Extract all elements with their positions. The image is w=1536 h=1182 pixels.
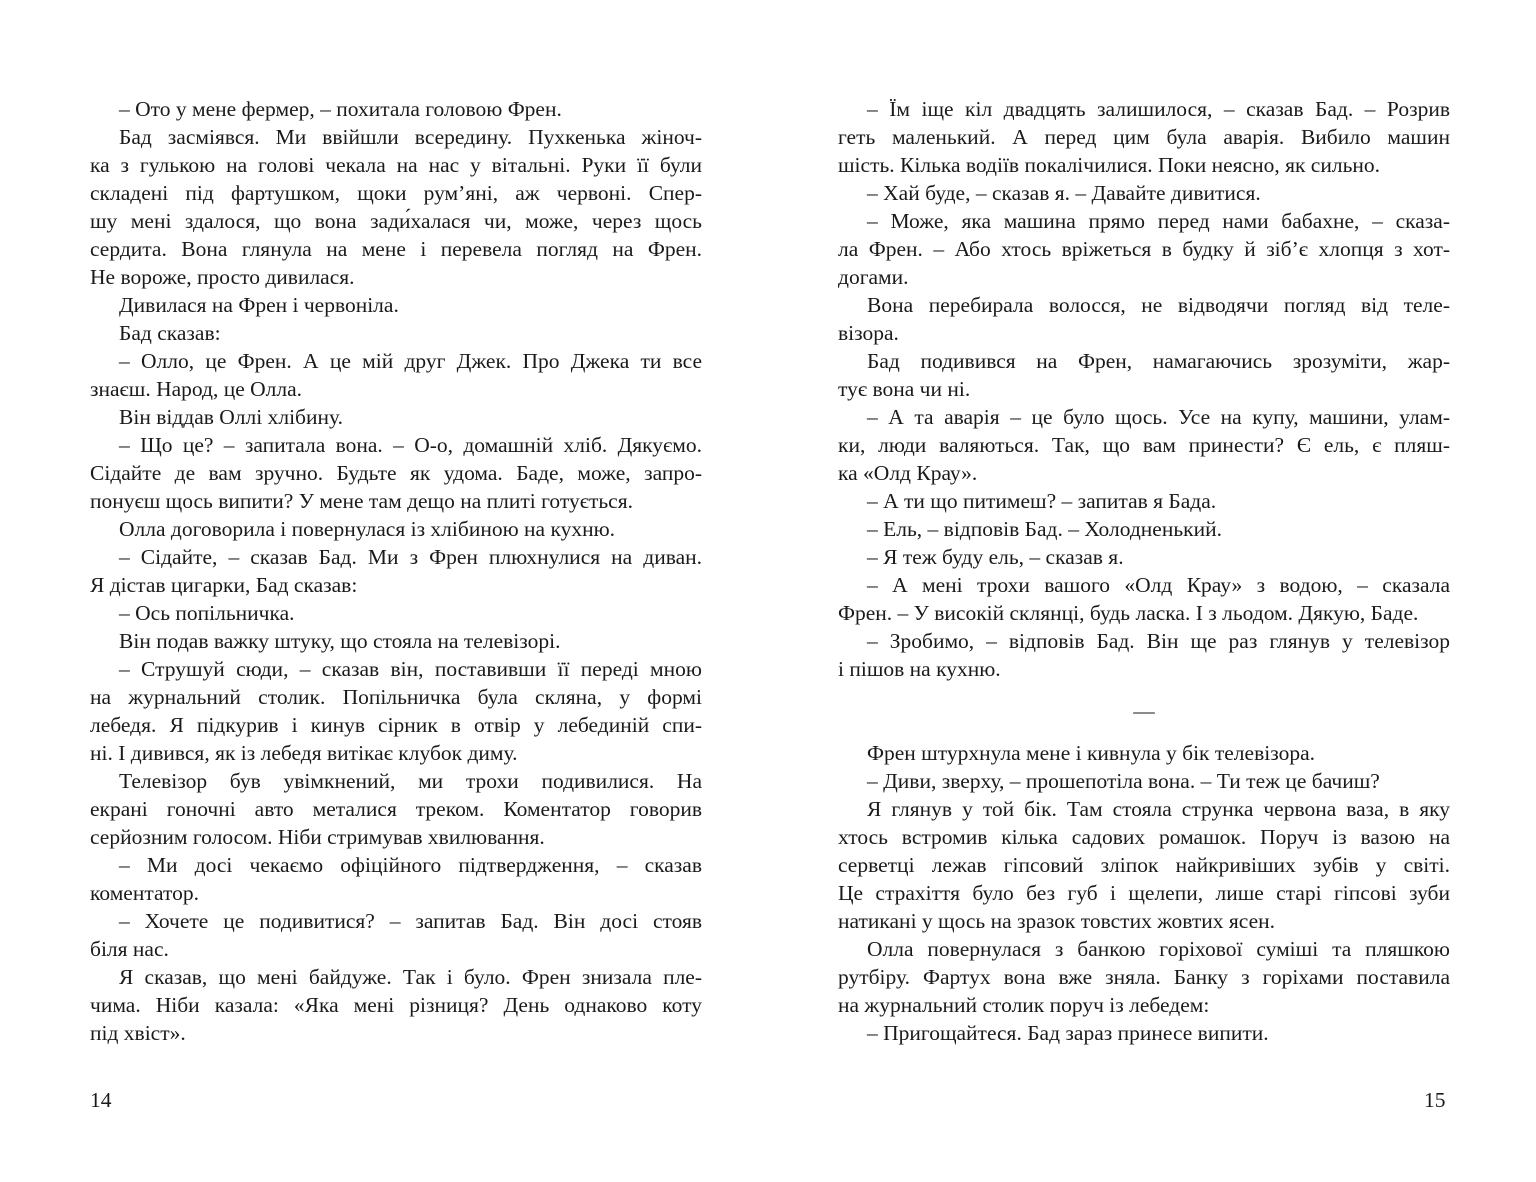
text-line: шість. Кілька водіїв покалічилися. Поки неясно, як сильно. xyxy=(838,153,1381,177)
text-line: коментатор. xyxy=(90,881,199,905)
text-line: геть маленький. А перед цим була аварія. Вибило машин xyxy=(838,125,1450,149)
text-line: – Ось попільничка. xyxy=(119,601,295,625)
text-line: – Диви, зверху, – прошепотіла вона. – Ти теж це бачиш? xyxy=(867,769,1380,793)
text-line: сердита. Вона глянула на мене і перевела погляд на Френ. xyxy=(90,237,702,261)
text-line: лебедя. Я підкурив і кинув сірник в отвір у лебединій спи- xyxy=(90,713,702,737)
text-line: Я сказав, що мені байдуже. Так і було. Френ знизала пле- xyxy=(119,965,702,989)
text-line: Бад сказав: xyxy=(119,321,221,345)
right-page-section-1 xyxy=(838,95,1450,683)
text-line: Я глянув у той бік. Там стояла струнка червона ваза, в яку xyxy=(867,797,1450,821)
text-line: – Сідайте, – сказав Бад. Ми з Френ плюхнулися на диван. xyxy=(119,545,702,569)
text-line: знаєш. Народ, це Олла. xyxy=(90,377,303,401)
text-line: Дивилася на Френ і червоніла. xyxy=(119,293,399,317)
section-break: — xyxy=(1133,699,1155,723)
text-line: Френ штурхнула мене і кивнула у бік телевізора. xyxy=(867,741,1315,765)
text-line: серветці лежав гіпсовий зліпок найкривіших зубів у світі. xyxy=(838,853,1450,877)
text-line: чима. Ніби казала: «Яка мені різниця? День однаково коту xyxy=(90,993,702,1017)
text-line: хтось встромив кілька садових ромашок. Поруч із вазою на xyxy=(838,825,1450,849)
text-line: екрані гоночні авто металися треком. Коментатор говорив xyxy=(90,797,702,821)
text-line: рутбіру. Фартух вона вже зняла. Банку з горіхами поставила xyxy=(838,965,1450,989)
text-line: шу мені здалося, що вона зади́халася чи, може, через щось xyxy=(90,209,702,233)
text-line: на журнальний столик. Попільничка була скляна, у формі xyxy=(90,685,702,709)
text-line: Я дістав цигарки, Бад сказав: xyxy=(90,573,358,597)
text-line: Бад подивився на Френ, намагаючись зрозуміти, жар- xyxy=(867,349,1450,373)
text-line: – Хай буде, – сказав я. – Давайте дивитися. xyxy=(867,181,1261,205)
page-number-right: 15 xyxy=(1424,1088,1446,1112)
text-line: – А мені трохи вашого «Олд Крау» з водою, – сказала xyxy=(867,573,1450,597)
left-page-body xyxy=(90,95,702,1047)
text-line: – Пригощайтеся. Бад зараз принесе випити. xyxy=(867,1021,1269,1045)
text-line: Олла повернулася з банкою горіхової суміші та пляшкою xyxy=(867,937,1450,961)
text-line: – Струшуй сюди, – сказав він, поставивши її переді мною xyxy=(119,657,702,681)
text-line: – Їм іще кіл двадцять залишилося, – сказав Бад. – Розрив xyxy=(867,97,1450,121)
text-line: ка «Олд Крау». xyxy=(838,461,978,485)
text-line: натикані у щось на зразок товстих жовтих ясен. xyxy=(838,909,1276,933)
text-line: Це страхіття було без губ і щелепи, лише старі гіпсові зуби xyxy=(838,881,1450,905)
text-line: – Ото у мене фермер, – похитала головою Френ. xyxy=(119,97,562,121)
text-line: – Ми досі чекаємо офіційного підтвердження, – сказав xyxy=(119,853,702,877)
text-line: – Що це? – запитала вона. – О-о, домашній хліб. Дякуємо. xyxy=(119,433,702,457)
text-line: Вона перебирала волосся, не відводячи погляд від теле- xyxy=(867,293,1450,317)
text-line: – Олло, це Френ. А це мій друг Джек. Про Джека ти все xyxy=(119,349,702,373)
text-line: – Зробимо, – відповів Бад. Він ще раз глянув у телевізор xyxy=(867,629,1450,653)
text-line: догами. xyxy=(838,265,909,289)
text-line: тує вона чи ні. xyxy=(838,377,971,401)
text-line: Френ. – У високій склянці, будь ласка. І з льодом. Дякую, Баде. xyxy=(838,601,1419,625)
text-line: і пішов на кухню. xyxy=(838,657,1001,681)
text-line: – Може, яка машина прямо перед нами бабахне, – сказа- xyxy=(867,209,1450,233)
text-line: на журнальний столик поруч із лебедем: xyxy=(838,993,1210,1017)
text-line: Він віддав Оллі хлібину. xyxy=(119,405,343,429)
text-line: Бад засміявся. Ми ввійшли всередину. Пухкенька жіноч- xyxy=(119,125,702,149)
text-line: Він подав важку штуку, що стояла на телевізорі. xyxy=(119,629,561,653)
text-line: – А ти що питимеш? – запитав я Бада. xyxy=(867,489,1217,513)
text-line: під хвіст». xyxy=(90,1021,186,1045)
text-line: – Ель, – відповів Бад. – Холодненький. xyxy=(867,517,1222,541)
text-line: Телевізор був увімкнений, ми трохи подивилися. На xyxy=(119,769,702,793)
text-line: біля нас. xyxy=(90,937,169,961)
text-line: – Хочете це подивитися? – запитав Бад. Він досі стояв xyxy=(119,909,702,933)
right-page-section-2 xyxy=(838,739,1450,1047)
text-line: ні. І дивився, як із лебедя витікає клубок диму. xyxy=(90,741,518,765)
right-page-body xyxy=(838,95,1450,1047)
text-line: Олла договорила і повернулася із хлібиною на кухню. xyxy=(119,517,616,541)
text-line: Сідайте де вам зручно. Будьте як удома. Баде, може, запро- xyxy=(90,461,702,485)
text-line: складені під фартушком, щоки рум’яні, аж червоні. Спер- xyxy=(90,181,702,205)
text-line: ла Френ. – Або хтось вріжеться в будку й зіб’є хлопця з хот- xyxy=(838,237,1450,261)
text-line: ки, люди валяються. Так, що вам принести? Є ель, є пляш- xyxy=(838,433,1450,457)
page-number-left: 14 xyxy=(90,1088,112,1112)
text-line: ка з гулькою на голові чекала на нас у вітальні. Руки її були xyxy=(90,153,702,177)
text-line: серйозним голосом. Ніби стримував хвилювання. xyxy=(90,825,545,849)
text-line: Не вороже, просто дивилася. xyxy=(90,265,355,289)
text-line: – Я теж буду ель, – сказав я. xyxy=(867,545,1124,569)
text-line: візора. xyxy=(838,321,899,345)
text-line: – А та аварія – це було щось. Усе на купу, машини, улам- xyxy=(867,405,1450,429)
text-line: понуєш щось випити? У мене там дещо на плиті готується. xyxy=(90,489,633,513)
